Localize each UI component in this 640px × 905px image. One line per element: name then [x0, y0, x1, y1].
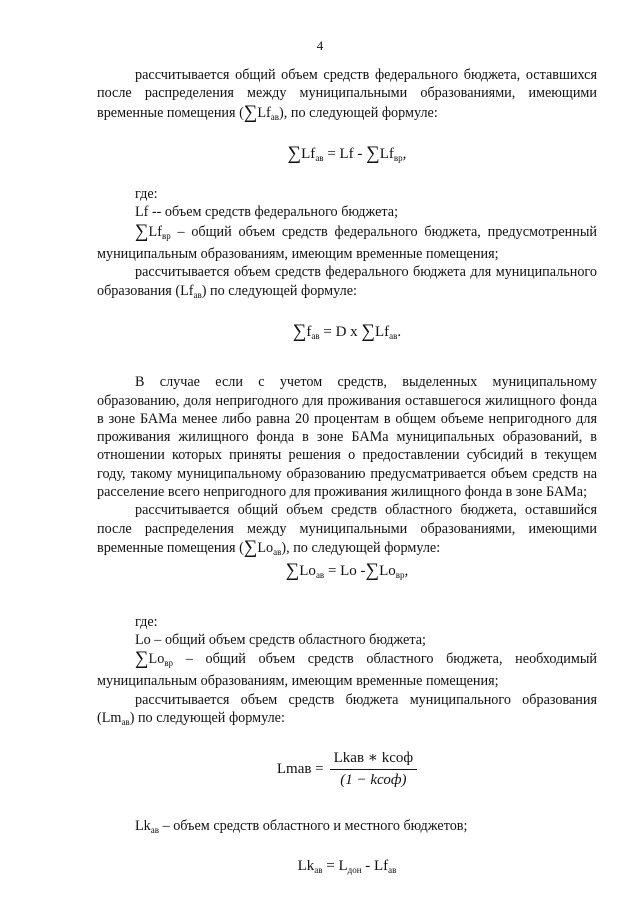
fraction: [330, 749, 417, 789]
sum-sign-icon: ∑: [243, 101, 258, 123]
paragraph-regional-remaining: рассчитывается общий объем средств областного бюджета, оставшийся после распределения между муниципальными образованиями, имеющими временные помещения $(\sum Lo_{ав})$, по следующей формуле:: [97, 502, 597, 558]
formula-lk: $Lk_{ав} = L_{дон} - Lf_{ав}$: [297, 858, 397, 876]
definition-lf: Lf -- объем средств федерального бюджета;: [135, 204, 399, 221]
definition-lk: $Lk_{ав}$ – объем средств областного и местного бюджетов;: [135, 817, 468, 835]
formula-federal-municipal: $\sum f_{ав} = D$ x $\sum Lf_{ав}$.: [292, 320, 402, 342]
paragraph-municipal-budget: рассчитывается объем средств бюджета муниципального образования $(Lm_{ав})$ по следующей формуле:: [97, 691, 597, 728]
definition-lo-vr: $\sum Lo_{вр}$ – общий объем средств областного бюджета, необходимый муниципальным образованиям, имеющим временные помещения;: [97, 648, 597, 690]
page-number: 4: [316, 38, 324, 53]
definition-lf-vr: $\sum Lf_{вр}$ – общий объем средств федерального бюджета, предусмотренный муниципальным образованиям, имеющим временные помещения;: [97, 220, 597, 263]
sum-sign-icon: ∑: [361, 320, 375, 342]
sum-sign-icon: ∑: [135, 648, 149, 670]
sum-sign-icon: ∑: [292, 320, 307, 342]
sum-sign-icon: ∑: [243, 536, 258, 558]
sum-sign-icon: ∑: [287, 142, 302, 164]
where-label: где:: [135, 613, 158, 630]
definition-lo: Lo – общий объем средств областного бюджета;: [135, 631, 426, 648]
sum-sign-icon: ∑: [285, 560, 300, 582]
fraction-denominator: (1 − kсоф): [340, 771, 407, 788]
sum-sign-icon: ∑: [135, 220, 149, 242]
sum-sign-icon: ∑: [366, 142, 380, 164]
formula-municipal-budget: Lmав = $\frac{\text{Lkав ∗ kсоф}}{\text{(1 − kсоф)}}$: [97, 749, 597, 789]
paragraph-federal-remaining: рассчитывается общий объем средств федерального бюджета, оставшихся после распределения между муниципальными образованиями, имеющими временные помещения $(\sum Lf_{ав})$, по следующей формуле:: [97, 67, 597, 123]
fraction-numerator: Lkав ∗ kсоф: [330, 749, 417, 769]
formula-federal-remaining: $\sum Lf_{ав} = Lf - \sum Lf_{вр}$,: [287, 142, 407, 164]
where-label: где:: [135, 186, 158, 203]
formula-regional-remaining: $\sum Lo_{ав} = Lo$ $-\sum Lo_{вр}$,: [285, 560, 409, 582]
paragraph-bam-condition: В случае если с учетом средств, выделенных муниципальному образованию, доля непригодного для проживания оставшегося жилищного фонда в зоне БАМа менее либо равна 20 процентам в общем объеме непригодного для проживания жилищного фонда в зоне БАМа муниципальных образований, в отношении которых приняты решения о предоставлении субсидий в текущем году, такому муниципальному образованию предусматривается объем средств на расселение всего непригодного для проживания жилищного фонда в зоне БАМа;: [97, 374, 597, 501]
paragraph-federal-municipal: рассчитывается объем средств федерального бюджета для муниципального образования $(Lf_{ав})$ по следующей формуле:: [97, 264, 597, 300]
sum-sign-icon: ∑: [365, 560, 380, 582]
document-body: [97, 66, 597, 880]
